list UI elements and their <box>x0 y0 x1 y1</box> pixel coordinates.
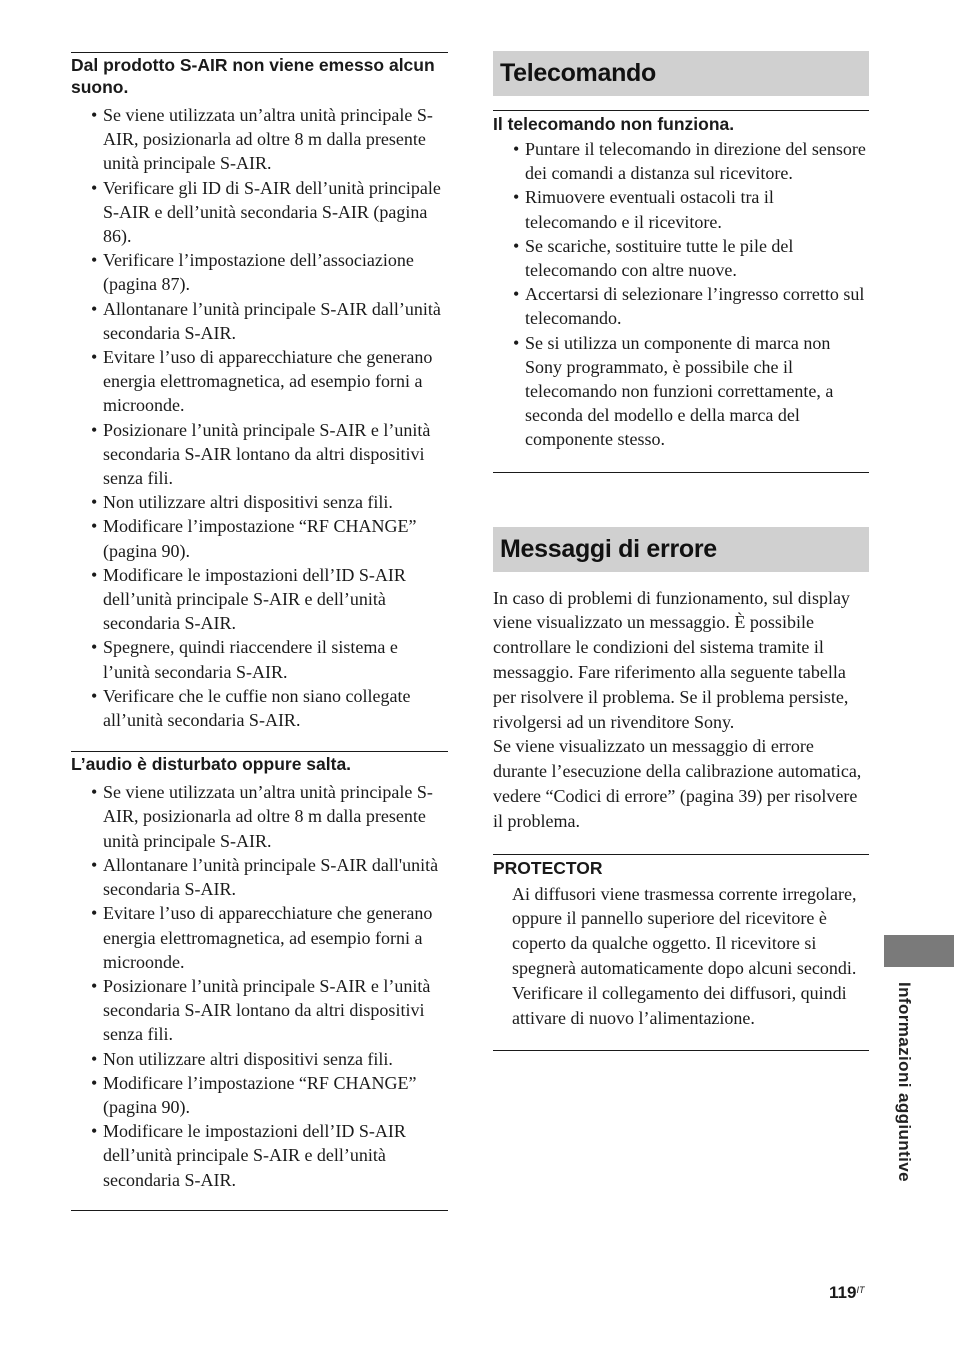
list-item: • Puntare il telecomando in direzione del sensore dei comandi a distanza sul ricevitore. <box>493 137 869 185</box>
list-item: • Se scariche, sostituire tutte le pile del telecomando con altre nuove. <box>493 234 869 282</box>
section-end-rule <box>71 1210 448 1211</box>
no-sound-list <box>71 103 448 732</box>
list-item: • Modificare le impostazioni dell’ID S-AIR dell’unità principale S-AIR e dell’unità secondaria S-AIR. <box>71 563 448 636</box>
section-heading-no-sound: Dal prodotto S-AIR non viene emesso alcun suono. <box>71 55 435 97</box>
list-item: • Allontanare l’unità principale S-AIR dall'unità secondaria S-AIR. <box>71 853 448 901</box>
list-item: • Verificare l’impostazione dell’associazione (pagina 87). <box>71 248 448 296</box>
left-column <box>71 52 448 1211</box>
list-item: • Non utilizzare altri dispositivi senza fili. <box>71 1047 448 1071</box>
list-item: • Verificare che le cuffie non siano collegate all’unità secondaria S-AIR. <box>71 684 448 732</box>
list-item: • Spegnere, quindi riaccendere il sistema e l’unità secondaria S-AIR. <box>71 635 448 683</box>
section-rule <box>493 854 869 855</box>
section-heading-remote: Il telecomando non funziona. <box>493 114 735 134</box>
section-banner-telecomando: Telecomando <box>493 51 869 96</box>
section-rule <box>493 110 869 111</box>
list-item: • Posizionare l’unità principale S-AIR e l’unità secondaria S-AIR lontano da altri dispositivi senza fili. <box>71 418 448 491</box>
page-number <box>829 1283 864 1303</box>
list-item: • Rimuovere eventuali ostacoli tra il telecomando e il ricevitore. <box>493 185 869 233</box>
right-column <box>493 51 869 1051</box>
section-rule <box>71 52 448 53</box>
page-language-suffix: IT <box>856 1285 865 1295</box>
list-item: • Se viene utilizzata un’altra unità principale S-AIR, posizionarla ad oltre 8 m dalla presente unità principale S-AIR. <box>71 780 448 853</box>
list-item: • Allontanare l’unità principale S-AIR dall’unità secondaria S-AIR. <box>71 297 448 345</box>
list-item: • Se si utilizza un componente di marca non Sony programmato, è possibile che il telecomando non funzioni correttamente, a seconda del modello e della marca del componente stesso. <box>493 331 869 452</box>
page-number-value: 119 <box>829 1283 857 1302</box>
section-heading-audio-disturbed: L’audio è disturbato oppure salta. <box>71 754 352 775</box>
list-item: • Non utilizzare altri dispositivi senza fili. <box>71 490 448 514</box>
section-rule <box>71 751 448 752</box>
protector-text: Ai diffusori viene trasmessa corrente irregolare, oppure il pannello superiore del ricevitore è coperto da qualche oggetto. Il ricevitore si spegnerà automaticamente dopo alcuni secondi. Verificare il collegamento dei diffusori, quindi attivare di nuovo l’alimentazione. <box>512 883 857 1028</box>
list-item: • Se viene utilizzata un’altra unità principale S-AIR, posizionarla ad oltre 8 m dalla presente unità principale S-AIR. <box>71 103 448 176</box>
list-item: • Evitare l’uso di apparecchiature che generano energia elettromagnetica, ad esempio forni a microonde. <box>71 345 448 418</box>
errors-intro-calibration: Se viene visualizzato un messaggio di errore durante l’esecuzione della calibrazione automatica, vedere “Codici di errore” (pagina 39) per risolvere il problema. <box>493 736 862 831</box>
list-item: • Verificare gli ID di S-AIR dell’unità principale S-AIR e dell’unità secondaria S-AIR (pagina 86). <box>71 176 448 249</box>
side-section-label: Informazioni aggiuntive <box>895 982 914 1182</box>
section-end-rule <box>493 1050 869 1051</box>
list-item: • Evitare l’uso di apparecchiature che generano energia elettromagnetica, ad esempio forni a microonde. <box>71 901 448 974</box>
list-item: • Accertarsi di selezionare l’ingresso corretto sul telecomando. <box>493 282 869 330</box>
list-item: • Modificare l’impostazione “RF CHANGE” (pagina 90). <box>71 1071 448 1119</box>
list-item: • Modificare l’impostazione “RF CHANGE” (pagina 90). <box>71 514 448 562</box>
list-item: • Modificare le impostazioni dell’ID S-AIR dell’unità principale S-AIR e dell’unità secondaria S-AIR. <box>71 1119 448 1192</box>
list-item: • Posizionare l’unità principale S-AIR e l’unità secondaria S-AIR lontano da altri dispositivi senza fili. <box>71 974 448 1047</box>
audio-disturbed-list <box>71 780 448 1191</box>
section-end-rule <box>493 472 869 473</box>
section-banner-errori: Messaggi di errore <box>493 527 869 572</box>
side-tab-marker <box>884 935 954 967</box>
errors-intro: In caso di problemi di funzionamento, sul display viene visualizzato un messaggio. È possibile controllare le condizioni del sistema tramite il messaggio. Fare riferimento alla seguente tabella per risolvere il problema. Se il problema persiste, rivolgersi ad un rivenditore Sony. <box>493 587 850 732</box>
protector-heading: PROTECTOR <box>493 857 603 878</box>
remote-list <box>493 137 869 452</box>
